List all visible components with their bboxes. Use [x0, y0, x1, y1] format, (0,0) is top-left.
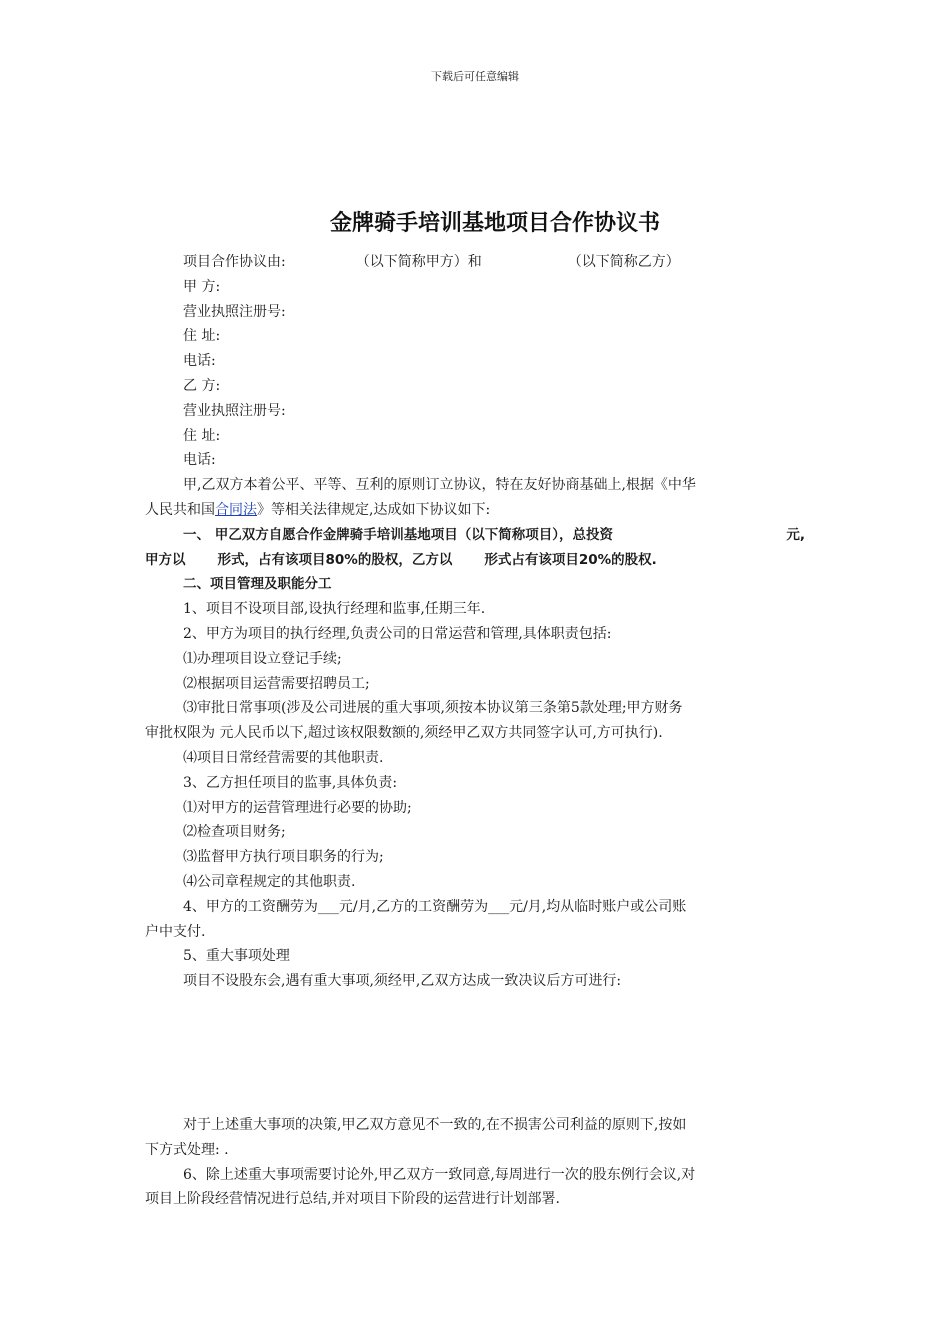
paragraph-line: ⑶审批日常事项(涉及公司进展的重大事项,须按本协议第三条第5款处理;甲方财务 — [183, 700, 683, 717]
paragraph-line: ⑴办理项目设立登记手续; — [183, 650, 342, 667]
intro-b: （以下简称甲方）和 — [355, 254, 482, 270]
party-b-phone-field: 电话: — [183, 452, 216, 469]
paragraph-line: 项目上阶段经营情况进行总结,并对项目下阶段的运营进行计划部署. — [145, 1191, 560, 1208]
document-body — [145, 250, 805, 1212]
clause-1-text-a: 一、 甲乙双方自愿合作金牌骑手培训基地项目（以下简称项目），总投资 — [183, 526, 613, 543]
paragraph-line: ⑴对甲方的运营管理进行必要的协助; — [183, 799, 412, 816]
party-a-license-field: 营业执照注册号: — [183, 303, 286, 320]
document-title: 金牌骑手培训基地项目合作协议书 — [329, 211, 660, 236]
paragraph-line: 4、甲方的工资酬劳为___元/月,乙方的工资酬劳为___元/月,均从临时账户或公司账 — [183, 898, 687, 915]
paragraph-line: 5、重大事项处理 — [183, 948, 290, 965]
paragraph-line: ⑷项目日常经营需要的其他职责. — [183, 749, 384, 766]
header-note: 下载后可任意编辑 — [431, 70, 519, 83]
clause-1-line-1 — [145, 523, 805, 548]
preamble-line-2 — [145, 498, 805, 523]
party-b-field: 乙 方: — [183, 377, 221, 394]
paragraph-line: 下方式处理: . — [145, 1141, 229, 1158]
paragraph-line: ⑵根据项目运营需要招聘员工; — [183, 675, 370, 692]
clause-1-text-b: 元, — [786, 526, 805, 543]
party-a-phone-field: 电话: — [183, 353, 216, 370]
party-a-field: 甲 方: — [183, 278, 221, 295]
clause-2-heading: 二、项目管理及职能分工 — [183, 576, 332, 593]
paragraph-line: ⑷公司章程规定的其他职责. — [183, 873, 356, 890]
party-b-address-field: 住 址: — [183, 427, 221, 444]
paragraph-line: 户中支付. — [145, 923, 206, 940]
paragraph-line: 6、除上述重大事项需要讨论外,甲乙双方一致同意,每周进行一次的股东例行会议,对 — [183, 1166, 696, 1183]
paragraph-line: 项目不设股东会,遇有重大事项,须经甲,乙双方达成一致决议后方可进行: — [183, 973, 622, 990]
clause-1-text-d: 形式，占有该项目80%的股权，乙方以 — [217, 551, 453, 568]
intro-line — [145, 250, 805, 275]
paragraph-line: ⑵检查项目财务; — [183, 824, 286, 841]
blank-space — [145, 994, 805, 1113]
clause-1-line-2 — [145, 548, 805, 573]
paragraph-line: 2、甲方为项目的执行经理,负责公司的日常运营和管理,具体职责包括: — [183, 625, 612, 642]
party-b-license-field: 营业执照注册号: — [183, 402, 286, 419]
clause-1-text-e: 形式占有该项目20%的股权. — [484, 551, 657, 568]
preamble-text-pre: 人民共和国 — [145, 501, 215, 518]
paragraph-line: 审批权限为 元人民币以下,超过该权限数额的,须经甲乙双方共同签字认可,方可执行). — [145, 725, 663, 742]
paragraph-line: 1、项目不设项目部,设执行经理和监事,任期三年. — [183, 601, 486, 618]
paragraph-line: ⑶监督甲方执行项目职务的行为; — [183, 849, 384, 866]
clause-1-text-c: 甲方以 — [145, 551, 186, 568]
preamble-text-post: 》等相关法律规定,达成如下协议如下: — [257, 501, 491, 518]
contract-law-link[interactable]: 合同法 — [215, 501, 257, 518]
paragraph-line: 3、乙方担任项目的监事,具体负责: — [183, 774, 398, 791]
intro-c: （以下简称乙方） — [567, 254, 680, 270]
intro-a: 项目合作协议由: — [183, 254, 286, 270]
party-a-address-field: 住 址: — [183, 328, 221, 345]
paragraph-line: 对于上述重大事项的决策,甲乙双方意见不一致的,在不损害公司利益的原则下,按如 — [183, 1116, 687, 1133]
preamble-line-1: 甲,乙双方本着公平、平等、互利的原则订立协议，特在友好协商基础上,根据《中华 — [183, 477, 696, 494]
